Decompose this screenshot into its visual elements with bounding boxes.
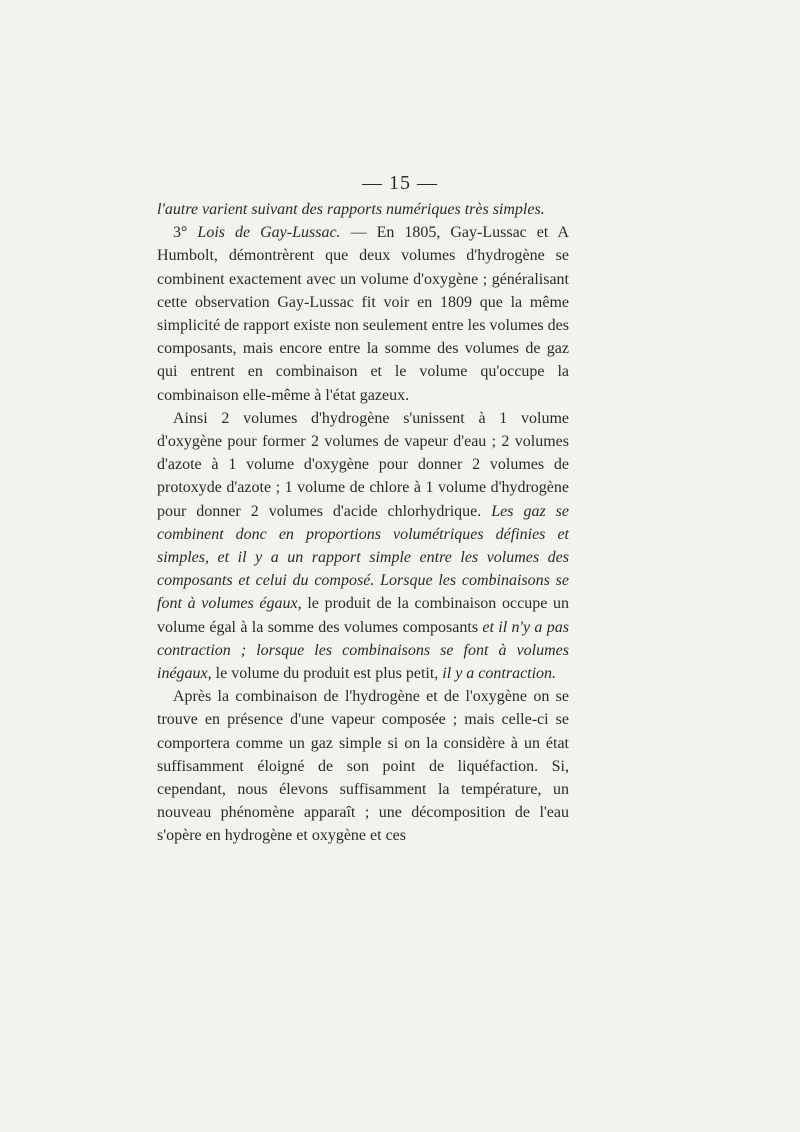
text-run: Lois de Gay-Lussac. <box>197 224 341 242</box>
text-run: — En 1805, Gay-Lussac et A Humbolt, démontrèrent que deux volumes d'hydrogène se combinent exactement avec un volume d'oxygène ; généralisant cette observation Gay-Lussac fit voir en 1809 que la même simplicité de rapport existe non seulement entre les volumes des composants, mais encore entre la somme des volumes de gaz qui entrent en combinaison et le volume qu'occupe la combinaison elle-même à l'état gazeux. <box>157 224 570 404</box>
text-run: le produit de la combinaison occupe un volume égal à la somme des volumes composants <box>157 595 569 636</box>
text-run: 3° <box>173 224 198 242</box>
page-number: — 15 — <box>362 172 438 194</box>
paragraph <box>157 685 569 847</box>
text-run: et il n'y a pas contraction ; lorsque les combinaisons se font à volumes inégaux, <box>157 618 569 683</box>
paragraph <box>157 407 569 685</box>
body-text <box>157 198 569 848</box>
text-run: Après la combinaison de l'hydrogène et de l'oxygène on se trouve en présence d'une vapeur composée ; mais celle-ci se comportera comme un gaz simple si on la considère à un état suffisamment éloigné de son point de liquéfaction. Si, cependant, nous élevons suffisamment la température, un nouveau phénomène apparaît ; une décomposition de l'eau s'opère en hydrogène et oxygène et ces <box>157 688 569 845</box>
text-run: Ainsi 2 volumes d'hydrogène s'unissent à 1 volume d'oxygène pour former 2 volumes de vapeur d'eau ; 2 volumes d'azote à 1 volume d'oxygène pour donner 2 volumes de protoxyde d'azote ; 1 volume de chlore à 1 volume d'hydrogène pour donner 2 volumes d'acide chlorhydrique. <box>157 409 569 520</box>
paragraph <box>157 198 569 221</box>
text-run: le volume du produit est plus petit, <box>211 665 443 683</box>
text-run: Les gaz se combinent donc en proportions volumétriques définies et simples, et il y a un rapport simple entre les volumes des composants et celui du composé. Lorsque les combinaisons se font à volumes égaux, <box>157 502 570 613</box>
text-run: l'autre varient suivant des rapports numériques très simples. <box>157 201 545 218</box>
paragraph <box>157 221 569 407</box>
text-run: il y a contraction. <box>442 665 557 683</box>
